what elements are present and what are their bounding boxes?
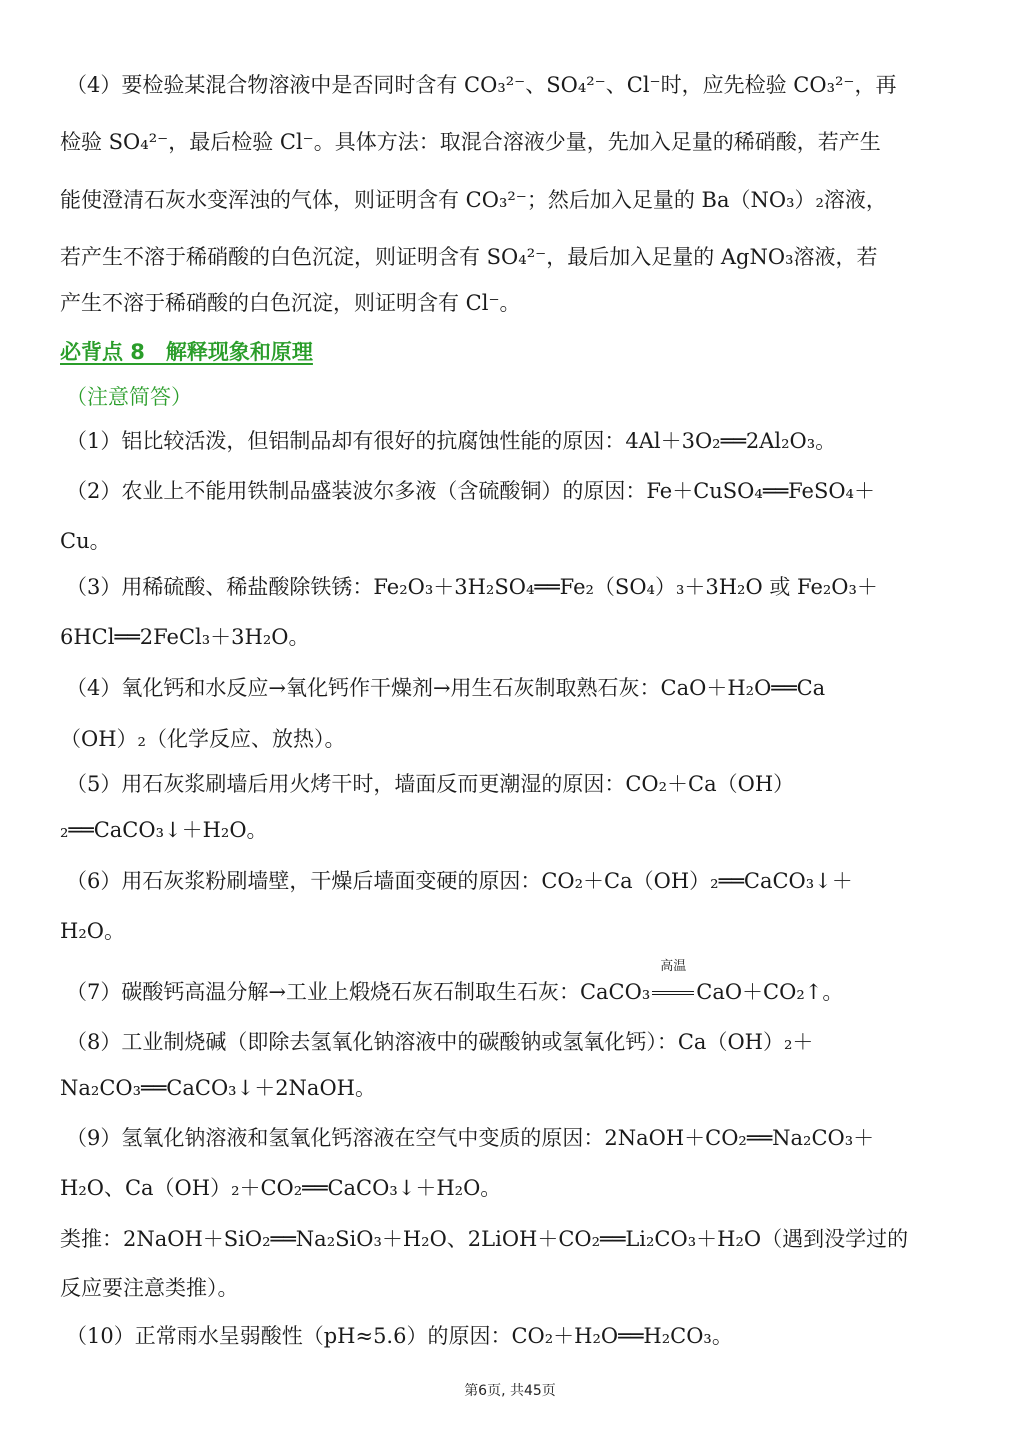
text-line: Na₂CO₃══CaCO₃↓＋2NaOH。: [60, 1076, 376, 1100]
page-footer: 第6页, 共45页: [464, 1383, 556, 1399]
text-line: （1）铝比较活泼，但铝制品却有很好的抗腐蚀性能的原因：4Al＋3O₂══2Al₂O₃。: [66, 429, 837, 453]
text-line: 能使澄清石灰水变浑浊的气体，则证明含有 CO₃²⁻；然后加入足量的 Ba（NO₃）₂溶液，: [60, 188, 887, 212]
reaction-condition: [650, 959, 696, 1007]
text-segment: （7）碳酸钙高温分解→工业上煅烧石灰石制取生石灰：CaCO₃: [66, 980, 651, 1004]
text-line: 检验 SO₄²⁻，最后检验 Cl⁻。具体方法：取混合溶液少量，先加入足量的稀硝酸，若产生: [60, 130, 881, 154]
text-line: （2）农业上不能用铁制品盛装波尔多液（含硫酸铜）的原因：Fe＋CuSO₄══FeSO₄＋: [66, 479, 875, 503]
text-line: （9）氢氧化钠溶液和氢氧化钙溶液在空气中变质的原因：2NaOH＋CO₂══Na₂CO₃＋: [66, 1126, 875, 1150]
text-line: 反应要注意类推）。: [60, 1276, 239, 1300]
text-line: H₂O。: [60, 919, 125, 943]
text-line: （6）用石灰浆粉刷墙壁，干燥后墙面变硬的原因：CO₂＋Ca（OH）₂══CaCO₃↓＋: [66, 869, 853, 893]
text-line: （OH）₂（化学反应、放热）。: [60, 727, 346, 751]
text-line: （8）工业制烧碱（即除去氢氧化钠溶液中的碳酸钠或氢氧化钙）：Ca（OH）₂＋: [66, 1030, 814, 1054]
text-line: （5）用石灰浆刷墙后用火烤干时，墙面反而更潮湿的原因：CO₂＋Ca（OH）: [66, 772, 795, 796]
text-line: （4）氧化钙和水反应→氧化钙作干燥剂→用生石灰制取熟石灰：CaO＋H₂O══Ca: [66, 676, 826, 700]
text-line: H₂O、Ca（OH）₂＋CO₂══CaCO₃↓＋H₂O。: [60, 1176, 502, 1200]
section-note: （注意简答）: [66, 385, 192, 409]
equation-line-calcination: [66, 959, 964, 1007]
text-line: ₂══CaCO₃↓＋H₂O。: [60, 818, 268, 842]
text-line: （3）用稀硫酸、稀盐酸除铁锈：Fe₂O₃＋3H₂SO₄══Fe₂（SO₄）₃＋3H₂O 或 Fe₂O₃＋: [66, 575, 878, 599]
text-line: 类推：2NaOH＋SiO₂══Na₂SiO₃＋H₂O、2LiOH＋CO₂══Li₂CO₃＋H₂O（遇到没学过的: [60, 1227, 909, 1251]
text-line: 若产生不溶于稀硝酸的白色沉淀，则证明含有 SO₄²⁻，最后加入足量的 AgNO₃溶液，若: [60, 245, 878, 269]
double-bond-sign: [652, 991, 694, 995]
section-title: 必背点 8 解释现象和原理: [60, 340, 313, 364]
text-segment: CaO＋CO₂↑。: [696, 980, 844, 1004]
text-line: 产生不溶于稀硝酸的白色沉淀，则证明含有 Cl⁻。: [60, 291, 521, 315]
text-line: 6HCl══2FeCl₃＋3H₂O。: [60, 625, 310, 649]
text-line: （10）正常雨水呈弱酸性（pH≈5.6）的原因：CO₂＋H₂O══H₂CO₃。: [66, 1324, 733, 1348]
condition-label: 高温: [660, 959, 687, 974]
text-line: Cu。: [60, 529, 111, 553]
text-line: （4）要检验某混合物溶液中是否同时含有 CO₃²⁻、SO₄²⁻、Cl⁻时，应先检验 CO₃²⁻，再: [66, 73, 897, 97]
